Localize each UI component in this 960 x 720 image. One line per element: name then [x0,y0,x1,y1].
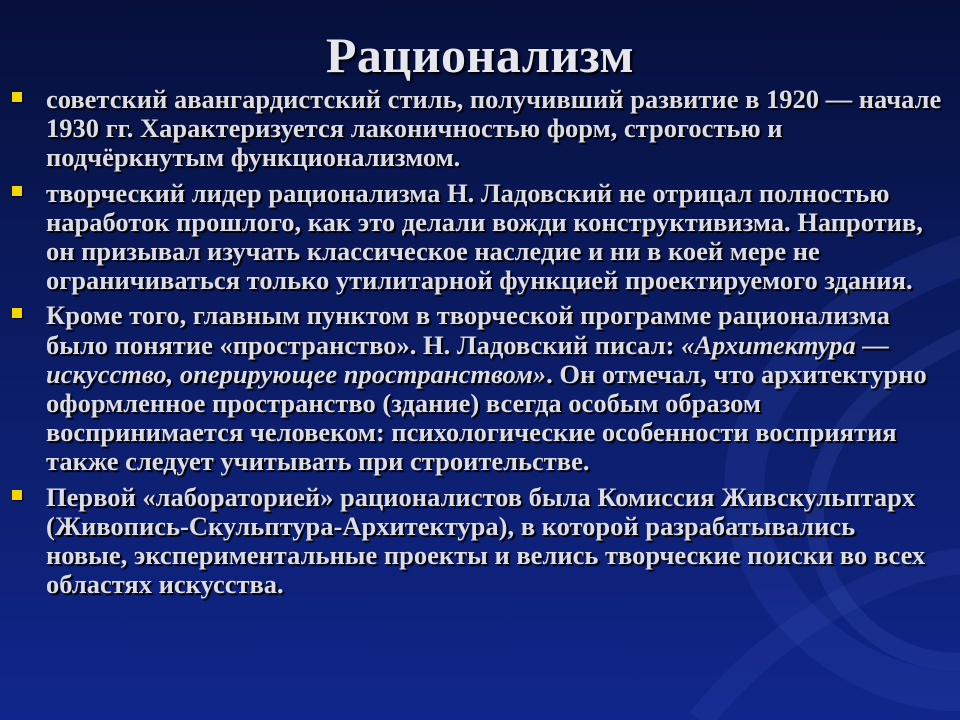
slide-title: Рационализм [325,27,635,83]
bullet-item [0,483,960,600]
square-bullet-icon [12,186,22,196]
bullet-text: творческий лидер рационализма Н. Ладовский не отрицал полностью наработок прошлого, как это делали вожди конструктивизма. Напротив, он призывал изучать классическое наследие и ни в коей мере не ограничиваться только утилитарной функцией проектируемого здания. [46,177,923,296]
square-bullet-icon [12,308,22,318]
square-bullet-icon [12,490,22,500]
bullet-item [0,85,960,173]
bullet-item [0,179,960,296]
square-bullet-icon [12,92,22,102]
bullet-text-after-quote: . Он отмечал, что архитектурно оформленное пространство (здание) всегда особым образом воспринимается человеком: психологические особенности восприятия также следует учитывать при строительстве. [46,358,927,477]
bullet-text: советский авангардистский стиль, получивший развитие в 1920 — начале 1930 гг. Характеризуется лаконичностью форм, строгостью и подчёркнутым функционализмом. [46,84,942,173]
bullet-item [0,301,960,476]
bullet-list [0,85,960,605]
bullet-text: Первой «лабораторией» рационалистов была Комиссия Живскульптарх (Живопись-Скульптура-Архитектура), в которой разрабатывались новые, экспериментальные проекты и велись творческие поиски во всех областях искусства. [46,481,926,600]
ladovsky-quote: «Архитектура — искусство, оперирующее пространством» [46,329,889,389]
bullet-text-before-quote: Кроме того, главным пунктом в творческой программе рационализма было понятие «пространство». Н. Ладовский писал: [46,300,890,360]
